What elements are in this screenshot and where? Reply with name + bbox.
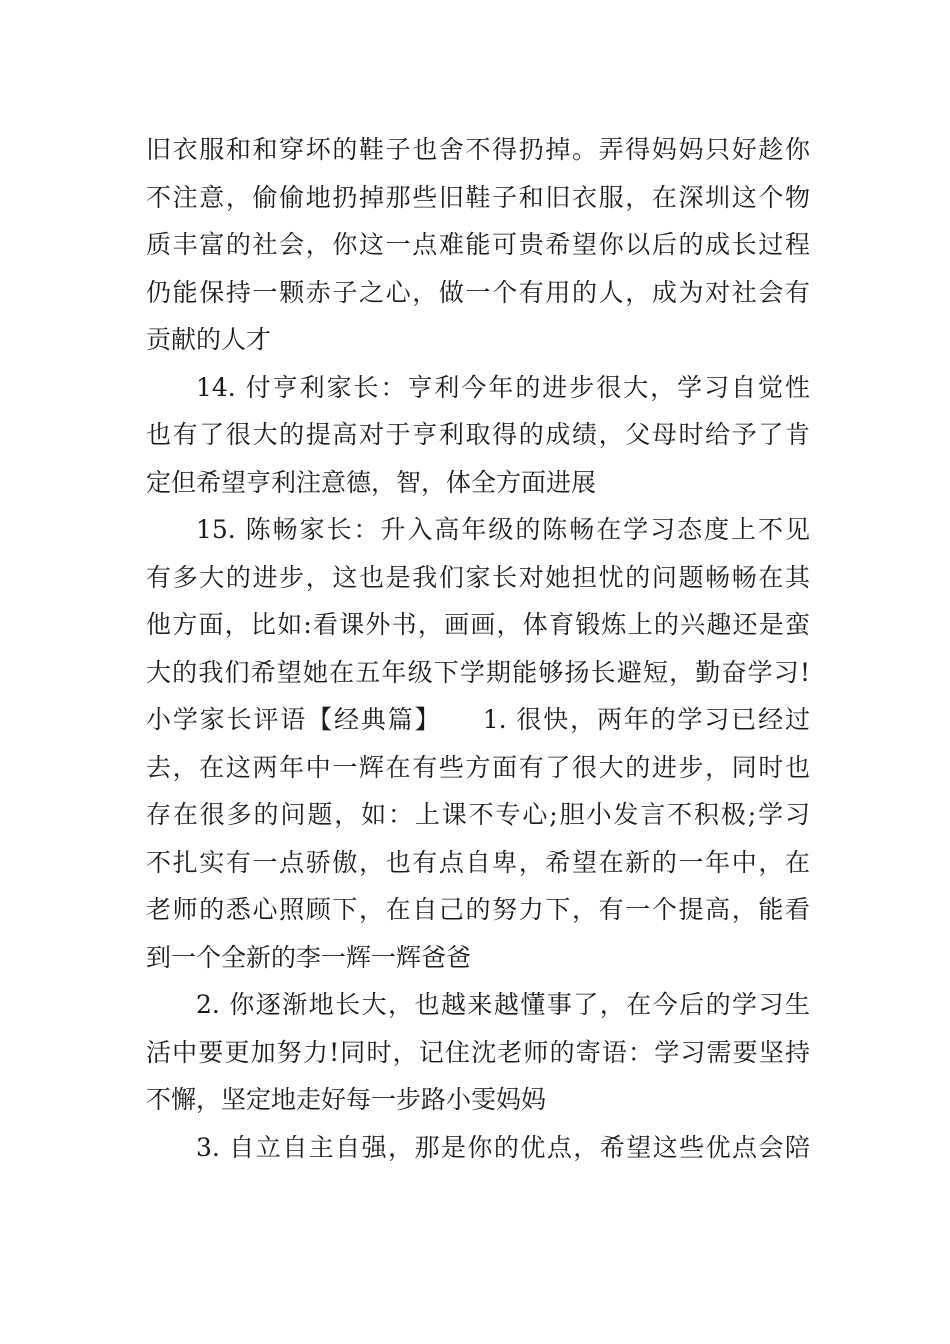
text-line: 定但希望亨利注意德，智，体全方面进展 xyxy=(146,467,597,497)
paragraph-p13-continued xyxy=(146,126,810,364)
paragraph-p3 xyxy=(146,1124,810,1172)
text-line: 大的我们希望她在五年级下学期能够扬长避短，勤奋学习! xyxy=(146,657,810,687)
text-line: 质丰富的社会，你这一点难能可贵希望你以后的成长过程 xyxy=(146,230,810,259)
text-line: 不懈，坚定地走好每一步路小雯妈妈 xyxy=(146,1085,547,1114)
text-line: 也有了很大的提高对于亨利取得的成绩，父母时给予了肯 xyxy=(146,420,810,449)
text-line: 到一个全新的李一辉一辉爸爸 xyxy=(146,942,472,972)
text-line: 3. 自立自主自强，那是你的优点，希望这些优点会陪 xyxy=(196,1132,810,1162)
text-line: 贡献的人才 xyxy=(146,325,272,354)
paragraph-p15 xyxy=(146,506,810,981)
text-line: 去，在这两年中一辉在有些方面有了很大的进步，同时也 xyxy=(146,752,810,782)
text-line: 存在很多的问题，如：上课不专心;胆小发言不积极;学习 xyxy=(146,800,810,829)
text-line: 不注意，偷偷地扔掉那些旧鞋子和旧衣服，在深圳这个物 xyxy=(146,182,810,212)
text-line: 活中要更加努力!同时，记住沈老师的寄语：学习需要坚持 xyxy=(146,1037,810,1067)
paragraph-p14 xyxy=(146,364,810,507)
text-line: 旧衣服和和穿坏的鞋子也舍不得扔掉。弄得妈妈只好趁你 xyxy=(146,135,810,164)
text-line: 小学家长评语【经典篇】 1. 很快，两年的学习已经过 xyxy=(146,705,810,734)
text-line: 14. 付亨利家长：亨利今年的进步很大，学习自觉性 xyxy=(196,372,810,402)
paragraph-p2 xyxy=(146,981,810,1124)
text-line: 有多大的进步，这也是我们家长对她担忧的问题畅畅在其 xyxy=(146,562,810,592)
text-line: 仍能保持一颗赤子之心，做一个有用的人，成为对社会有 xyxy=(146,277,810,307)
text-line: 老师的悉心照顾下，在自己的努力下，有一个提高，能看 xyxy=(146,895,810,924)
text-line: 2. 你逐渐地长大，也越来越懂事了，在今后的学习生 xyxy=(196,990,810,1019)
text-line: 不扎实有一点骄傲，也有点自卑，希望在新的一年中，在 xyxy=(146,847,810,877)
document-body xyxy=(146,126,810,1171)
text-line: 他方面，比如:看课外书，画画，体育锻炼上的兴趣还是蛮 xyxy=(146,610,810,639)
text-line: 15. 陈畅家长：升入高年级的陈畅在学习态度上不见 xyxy=(196,515,810,544)
